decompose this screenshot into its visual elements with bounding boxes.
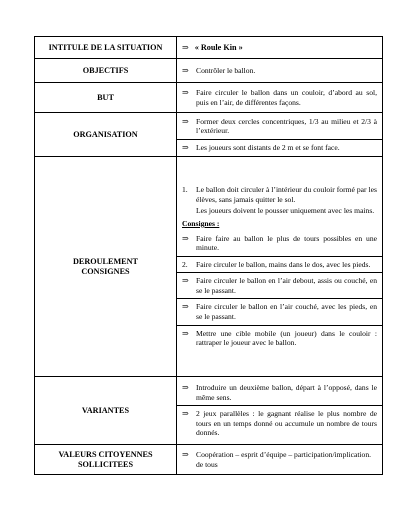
situation-table xyxy=(34,36,383,475)
list-item: ⇒ Faire circuler le ballon en l’air couché, avec les pieds, en se le passant. xyxy=(182,302,377,322)
deroulement-label: DEROULEMENT xyxy=(72,256,139,266)
cell-label xyxy=(35,377,177,445)
right-arrow-icon: ⇒ xyxy=(182,65,189,75)
cell-value xyxy=(177,157,383,377)
cell-value xyxy=(177,445,383,475)
row-valeurs xyxy=(35,445,383,475)
row-deroulement xyxy=(35,157,383,377)
right-arrow-icon: ⇒ xyxy=(182,116,189,126)
cell-label xyxy=(35,445,177,475)
cell-label xyxy=(35,59,177,83)
list-item: ⇒ Faire circuler le ballon en l’air debout, assis ou couché, en se le passant. xyxy=(182,276,377,295)
row-organisation xyxy=(35,113,383,157)
title-value: « Roule Kin » xyxy=(194,42,243,52)
right-arrow-icon: ⇒ xyxy=(182,87,189,97)
cell-label xyxy=(35,37,177,59)
right-arrow-icon: ⇒ xyxy=(182,383,189,393)
list-item: ⇒ Former deux cercles concentriques, 1/3 au milieu et 2/3 à l’extérieur. xyxy=(182,116,377,136)
valeurs-label: VALEURS CITOYENNES xyxy=(58,449,153,459)
row-objectifs xyxy=(35,59,383,83)
cell-value xyxy=(177,377,383,445)
list-item: ⇒ Introduire un deuxième ballon, départ à l’opposé, dans le même sens. xyxy=(182,383,377,402)
right-arrow-icon: ⇒ xyxy=(182,233,189,243)
list-item: ⇒ Contrôler le ballon. xyxy=(182,65,256,75)
list-item: ⇒ Mettre une cible mobile (un joueur) dans le couloir : rattraper le joueur avec le ballon. xyxy=(182,328,377,348)
cell-label xyxy=(35,113,177,157)
objectifs-label: OBJECTIFS xyxy=(82,65,129,75)
organisation-label: ORGANISATION xyxy=(73,129,138,139)
row-but xyxy=(35,83,383,113)
right-arrow-icon: ⇒ xyxy=(182,328,189,338)
but-label: BUT xyxy=(97,92,114,102)
row-variantes xyxy=(35,377,383,445)
cell-value xyxy=(177,113,383,157)
cell-label xyxy=(35,157,177,377)
list-item: ⇒ Coopération – esprit d’équipe – participation/implication. de tous xyxy=(182,449,372,469)
right-arrow-icon: ⇒ xyxy=(182,409,189,419)
variantes-label: VARIANTES xyxy=(81,405,130,415)
right-arrow-icon: ⇒ xyxy=(182,142,189,152)
title-label: INTITULE DE LA SITUATION xyxy=(48,42,163,52)
list-item: 2. Faire circuler le ballon, mains dans le dos, avec les pieds. xyxy=(182,259,371,269)
list-item: ⇒ Faire faire au ballon le plus de tours possibles en une minute. xyxy=(182,233,377,253)
consignes-heading: Consignes : xyxy=(182,218,220,228)
list-item: 1. Le ballon doit circuler à l’intérieur du couloir formé par les élèves, sans jamais quitter le sol. xyxy=(182,185,377,204)
cell-label xyxy=(35,83,177,113)
cell-value xyxy=(177,83,383,113)
right-arrow-icon: ⇒ xyxy=(182,42,189,52)
sollicitees-label: SOLLICITEES xyxy=(77,459,134,469)
consignes-label: CONSIGNES xyxy=(81,266,130,276)
cell-value xyxy=(177,59,383,83)
list-item: ⇒ 2 jeux parallèles : le gagnant réalise le plus nombre de tours en un temps donné ou accumule un nombre de tours donnés. xyxy=(182,409,377,438)
step1-note: Les joueurs doivent le pousser uniquement avec les mains. xyxy=(196,206,375,216)
right-arrow-icon: ⇒ xyxy=(182,276,189,286)
row-title xyxy=(35,37,383,59)
list-item: ⇒ Faire circuler le ballon dans un couloir, d’abord au sol, puis en l’air, de différentes façons. xyxy=(182,87,377,107)
right-arrow-icon: ⇒ xyxy=(182,449,189,459)
list-item: ⇒ Les joueurs sont distants de 2 m et se font face. xyxy=(182,142,340,152)
right-arrow-icon: ⇒ xyxy=(182,302,189,312)
cell-value xyxy=(177,37,383,59)
